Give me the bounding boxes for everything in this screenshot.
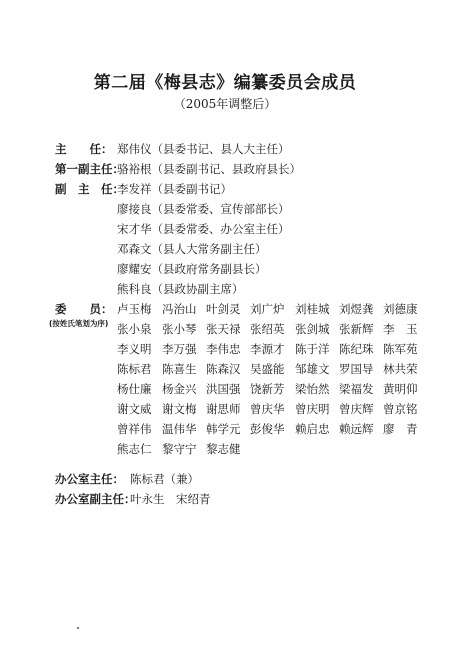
member-name: 卢玉梅 xyxy=(117,302,152,316)
member-name: 曾庆明 xyxy=(295,402,330,416)
member-name: 廖 青 xyxy=(383,422,418,436)
member-name: 张绍英 xyxy=(250,322,285,336)
deputy-entry: 李发祥（县委副书记） xyxy=(117,182,232,196)
member-name: 吴盛能 xyxy=(250,362,285,376)
member-name: 赖启忠 xyxy=(295,422,330,436)
member-name: 熊志仁 xyxy=(117,442,152,456)
page-subtitle: （2005年调整后） xyxy=(173,97,277,111)
member-name: 李万强 xyxy=(162,342,197,356)
member-name: 李源才 xyxy=(250,342,285,356)
member-name: 赖远辉 xyxy=(339,422,374,436)
member-name: 洪国强 xyxy=(206,382,241,396)
office-deputy-label: 办公室副主任： xyxy=(55,492,136,506)
member-name: 刘德康 xyxy=(383,302,418,316)
member-name: 饶新芳 xyxy=(250,382,285,396)
member-name: 曾京铭 xyxy=(383,402,418,416)
member-name: 陈纪珠 xyxy=(339,342,374,356)
member-name: 谢思师 xyxy=(206,402,241,416)
member-name: 陈军苑 xyxy=(383,342,418,356)
member-name: 刘桂城 xyxy=(295,302,330,316)
member-name: 陈于洋 xyxy=(295,342,330,356)
member-name: 曾庆华 xyxy=(250,402,285,416)
members-label: 委 员： xyxy=(55,302,113,316)
position-label-deputy: 副 主 任： xyxy=(55,182,124,196)
office-director-value: 陈标君（兼） xyxy=(130,472,199,486)
member-name: 李伟忠 xyxy=(206,342,241,356)
member-name: 梁福发 xyxy=(339,382,374,396)
member-name: 黎志健 xyxy=(206,442,241,456)
member-name: 韩学元 xyxy=(206,422,241,436)
member-name: 谢文梅 xyxy=(162,402,197,416)
member-name: 邹雄文 xyxy=(295,362,330,376)
deputy-entry: 邓森文（县人大常务副主任） xyxy=(117,242,267,256)
member-name: 刘煜龚 xyxy=(339,302,374,316)
member-name: 陈喜生 xyxy=(162,362,197,376)
member-name: 曾庆辉 xyxy=(339,402,374,416)
member-name: 叶剑灵 xyxy=(206,302,241,316)
member-name: 张新辉 xyxy=(339,322,374,336)
member-name: 杨金兴 xyxy=(162,382,197,396)
member-name: 张小琴 xyxy=(162,322,197,336)
member-name: 李 玉 xyxy=(383,322,418,336)
office-director-label: 办公室主任： xyxy=(55,472,124,486)
deputy-entry: 宋才华（县委常委、办公室主任） xyxy=(117,222,290,236)
position-label-first-deputy: 第一副主任： xyxy=(55,162,124,176)
member-name: 陈标君 xyxy=(117,362,152,376)
office-deputy-value: 叶永生 宋绍青 xyxy=(130,492,211,506)
deputy-entry: 熊科良（县政协副主席） xyxy=(117,282,244,296)
deputy-entry: 廖接良（县委常委、宣传部部长） xyxy=(117,202,290,216)
position-label-director: 主 任： xyxy=(55,142,113,156)
member-name: 黎守宁 xyxy=(162,442,197,456)
member-name: 冯治山 xyxy=(162,302,197,316)
member-name: 刘广炉 xyxy=(250,302,285,316)
deputy-entry: 廖耀安（县政府常务副县长） xyxy=(117,262,267,276)
member-name: 黄明仰 xyxy=(383,382,418,396)
member-name: 李义明 xyxy=(117,342,152,356)
member-name: 张天禄 xyxy=(206,322,241,336)
member-name: 张剑城 xyxy=(295,322,330,336)
member-name: 罗国导 xyxy=(339,362,374,376)
member-name: 温伟华 xyxy=(162,422,197,436)
page-speck xyxy=(77,627,79,629)
member-name: 谢文威 xyxy=(117,402,152,416)
member-name: 杨仕廉 xyxy=(117,382,152,396)
member-name: 梁怡然 xyxy=(295,382,330,396)
member-name: 林共荣 xyxy=(383,362,418,376)
member-name: 陈森汉 xyxy=(206,362,241,376)
first-deputy-entry: 骆裕根（县委副书记、县政府县长） xyxy=(117,162,301,176)
member-name: 张小泉 xyxy=(117,322,152,336)
member-name: 曾祥伟 xyxy=(117,422,152,436)
director-entry: 郑伟仪（县委书记、县人大主任） xyxy=(117,142,290,156)
page-title: 第二届《梅县志》编纂委员会成员 xyxy=(93,73,357,93)
member-name: 彭俊华 xyxy=(250,422,285,436)
members-order-note: (按姓氏笔划为序) xyxy=(49,319,109,328)
